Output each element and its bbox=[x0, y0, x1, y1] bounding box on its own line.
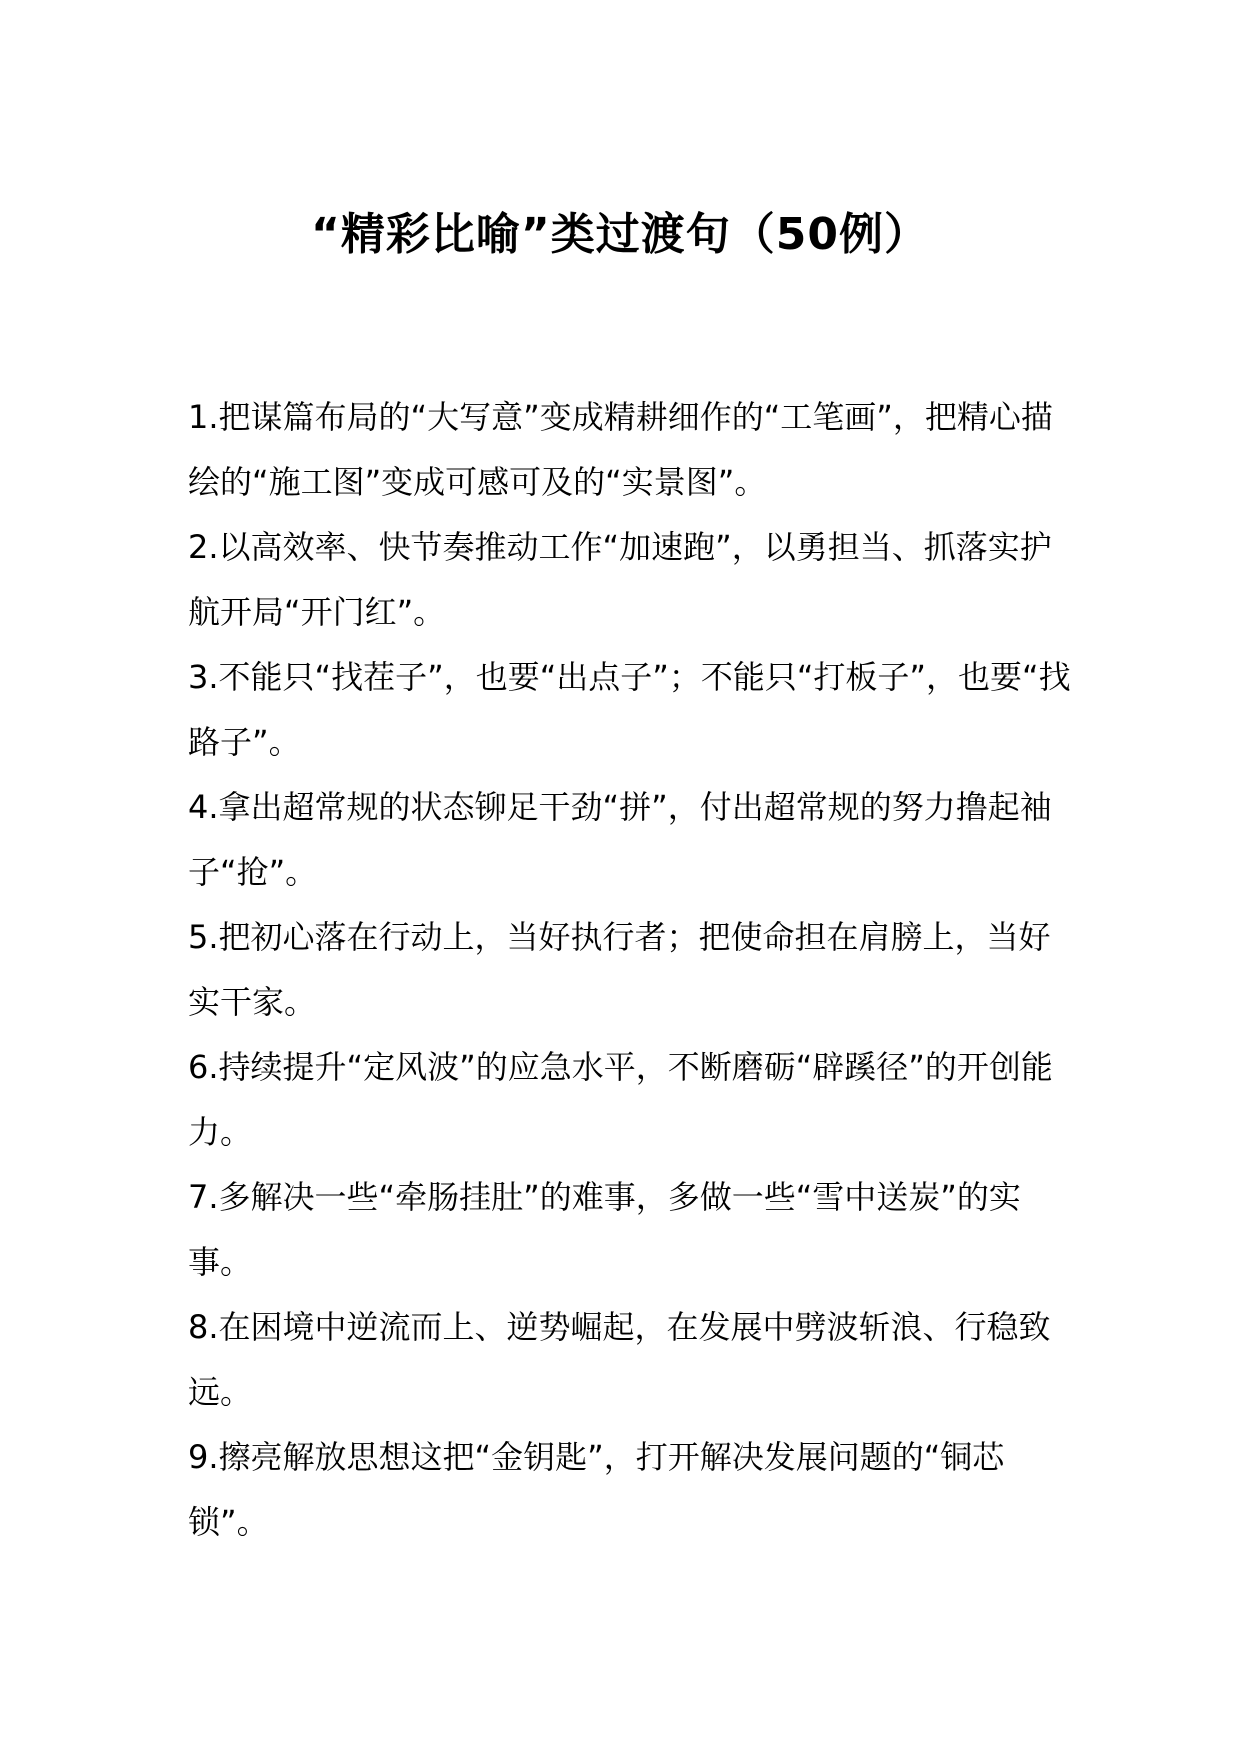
document-body bbox=[188, 385, 1078, 1555]
list-item: 2.以高效率、快节奏推动工作“加速跑”，以勇担当、抓落实护航开局“开门红”。 bbox=[188, 528, 1052, 631]
list-item: 3.不能只“找茬子”，也要“出点子”；不能只“打板子”，也要“找路子”。 bbox=[188, 658, 1071, 761]
document-title: “精彩比喻”类过渡句（50例） bbox=[310, 209, 930, 260]
list-item: 7.多解决一些“牵肠挂肚”的难事，多做一些“雪中送炭”的实事。 bbox=[188, 1178, 1021, 1281]
list-item: 1.把谋篇布局的“大写意”变成精耕细作的“工笔画”，把精心描绘的“施工图”变成可感可及的“实景图”。 bbox=[188, 398, 1053, 501]
list-item: 6.持续提升“定风波”的应急水平，不断磨砺“辟蹊径”的开创能力。 bbox=[188, 1048, 1053, 1151]
list-item: 5.把初心落在行动上，当好执行者；把使命担在肩膀上，当好实干家。 bbox=[188, 918, 1051, 1021]
list-item: 4.拿出超常规的状态铆足干劲“拼”，付出超常规的努力撸起袖子“抢”。 bbox=[188, 788, 1052, 891]
list-item: 9.擦亮解放思想这把“金钥匙”，打开解决发展问题的“铜芯锁”。 bbox=[188, 1438, 1005, 1541]
list-item: 8.在困境中逆流而上、逆势崛起，在发展中劈波斩浪、行稳致远。 bbox=[188, 1308, 1051, 1411]
